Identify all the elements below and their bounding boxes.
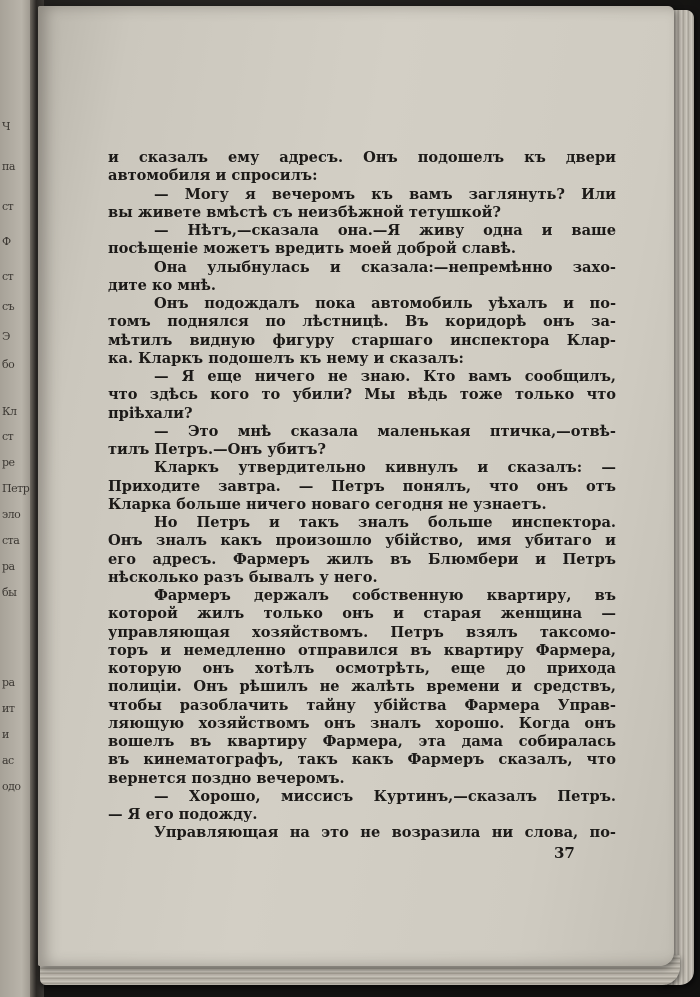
text-line: управляющая хозяйствомъ. Петръ взялъ таксомо- <box>108 623 616 641</box>
left-page-fragment: Кл <box>2 405 17 418</box>
page-number: 37 <box>554 844 575 862</box>
text-line: автомобиля и спросилъ: <box>108 167 318 185</box>
left-page-fragment: Ч <box>2 120 11 133</box>
text-line: чтобы разоблачить тайну убійства Фармера Управ- <box>108 696 616 714</box>
text-line: и сказалъ ему адресъ. Онъ подошелъ къ двери <box>108 149 616 166</box>
left-page-fragment: ра <box>2 560 15 573</box>
body-text <box>108 149 616 843</box>
text-line: — Я еще ничего не знаю. Кто вамъ сообщилъ, <box>154 368 616 385</box>
text-line: Управляющая на это не возразила ни слова, по- <box>154 824 616 842</box>
left-page-fragment: Ф <box>2 235 11 248</box>
text-line: нѣсколько разъ бывалъ у него. <box>108 568 378 586</box>
text-line: Приходите завтра. — Петръ понялъ, что онъ отъ <box>108 477 616 495</box>
text-line: — Это мнѣ сказала маленькая птичка,—отвѣ- <box>154 422 616 440</box>
left-page-fragment: и <box>2 728 9 741</box>
text-line: торъ и немедленно отправился въ квартиру Фармера, <box>108 641 616 659</box>
text-line: полиціи. Онъ рѣшилъ не жалѣть времени и средствъ, <box>108 678 616 696</box>
book-page <box>38 6 674 966</box>
text-line: мѣтилъ видную фигуру старшаго инспектора Клар- <box>108 331 616 349</box>
text-line: посѣщеніе можетъ вредить моей доброй славѣ. <box>108 240 516 258</box>
left-page-fragment: па <box>2 160 15 173</box>
text-line: пріѣхали? <box>108 404 193 422</box>
left-page-fragment: ст <box>2 430 14 443</box>
left-page-fragment: одо <box>2 780 21 793</box>
text-line: что здѣсь кого то убили? Мы вѣдь тоже только что <box>108 386 616 404</box>
text-line: вы живете вмѣстѣ съ неизбѣжной тетушкой? <box>108 203 501 221</box>
text-line: — Хорошо, миссисъ Куртинъ,—сказалъ Петръ. <box>154 787 616 805</box>
text-line: ка. Кларкъ подошелъ къ нему и сказалъ: <box>108 349 464 367</box>
left-page-fragment: ста <box>2 534 20 547</box>
text-line: въ кинематографъ, такъ какъ Фармеръ сказалъ, что <box>108 751 616 769</box>
text-line: Онъ подождалъ пока автомобиль уѣхалъ и по- <box>154 295 616 312</box>
text-line: Она улыбнулась и сказала:—непремѣнно захо- <box>154 258 616 276</box>
text-line: — Могу я вечеромъ къ вамъ заглянуть? Или <box>154 185 616 203</box>
text-line: дите ко мнѣ. <box>108 276 217 294</box>
left-page-fragment: Петр <box>2 482 30 495</box>
left-page-fragment: ра <box>2 676 15 689</box>
text-line: — Я его подожду. <box>108 806 258 823</box>
text-line: Кларкъ утвердительно кивнулъ и сказалъ: — <box>154 459 616 477</box>
text-line: — Нѣтъ,—сказала она.—Я живу одна и ваше <box>154 222 616 239</box>
text-line: Онъ зналъ какъ произошло убійство, имя убитаго и <box>108 532 616 550</box>
left-page-fragment: ст <box>2 200 14 213</box>
text-line: вошелъ въ квартиру Фармера, эта дама собиралась <box>108 733 616 750</box>
text-line: которую онъ хотѣлъ осмотрѣть, еще до прихода <box>108 660 616 677</box>
left-page-fragment: эло <box>2 508 21 521</box>
text-line: Но Петръ и такъ зналъ больше инспектора. <box>154 514 616 531</box>
text-line: томъ поднялся по лѣстницѣ. Въ коридорѣ онъ за- <box>108 313 616 331</box>
left-page-fragment: бы <box>2 586 17 599</box>
left-page-fragment: бо <box>2 358 15 371</box>
left-page-fragment: ас <box>2 754 14 767</box>
text-line: вернется поздно вечеромъ. <box>108 769 345 787</box>
text-line: Фармеръ держалъ собственную квартиру, въ <box>154 587 616 604</box>
text-line: которой жилъ только онъ и старая женщина — <box>108 605 616 623</box>
left-page-fragment: Э <box>2 330 10 343</box>
left-page-fragment: ре <box>2 456 15 469</box>
text-line: ляющую хозяйствомъ онъ зналъ хорошо. Когда онъ <box>108 714 616 732</box>
text-line: его адресъ. Фармеръ жилъ въ Блюмбери и Петръ <box>108 550 616 568</box>
left-page-fragment: съ <box>2 300 15 313</box>
text-line: Кларка больше ничего новаго сегодня не узнаетъ. <box>108 495 547 513</box>
text-line: тилъ Петръ.—Онъ убитъ? <box>108 441 326 458</box>
left-page-fragment: ст <box>2 270 14 283</box>
left-page-fragment: ит <box>2 702 15 715</box>
